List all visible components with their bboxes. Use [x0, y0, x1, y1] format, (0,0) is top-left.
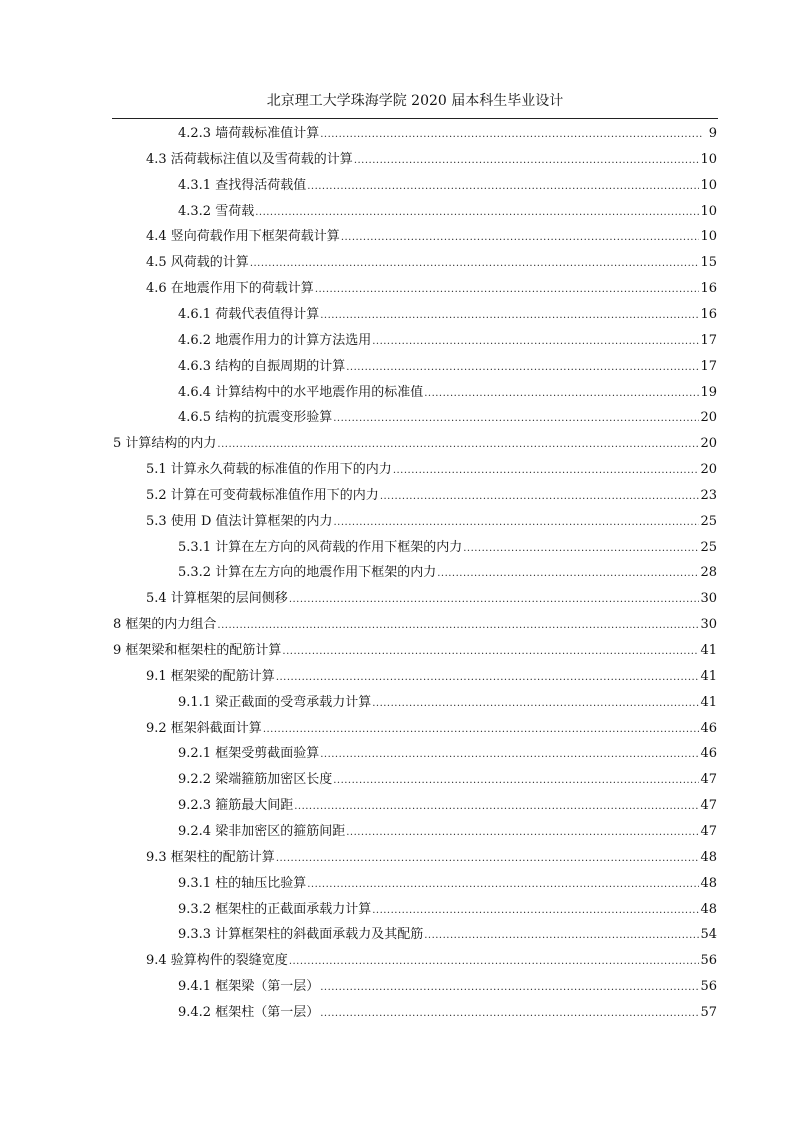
toc-entry-page-number: 20 [700, 436, 717, 452]
toc-leader-dots [320, 978, 699, 996]
toc-entry-page-number: 56 [700, 979, 717, 995]
toc-entry[interactable] [178, 819, 717, 845]
toc-entry[interactable] [146, 845, 717, 871]
toc-entry-page-number: 47 [700, 823, 717, 839]
toc-leader-dots [289, 590, 700, 608]
toc-entry-page-number: 10 [700, 203, 717, 219]
toc-leader-dots [341, 228, 700, 246]
toc-entry[interactable] [178, 302, 717, 328]
toc-leader-dots [372, 332, 699, 350]
toc-entry[interactable] [178, 380, 717, 406]
running-header: 北京理工大学珠海学院 2020 届本科生毕业设计 [266, 93, 564, 109]
toc-leader-dots [372, 901, 699, 919]
toc-entry[interactable] [146, 509, 717, 535]
toc-entry[interactable] [178, 173, 717, 199]
toc-entry-title: 9.2.2 梁端箍筋加密区长度 [178, 772, 333, 788]
toc-entry[interactable] [146, 224, 717, 250]
toc-leader-dots [333, 409, 699, 427]
toc-leader-dots [424, 926, 699, 944]
toc-entry-title: 9.4.2 框架柱（第一层） [178, 1004, 320, 1020]
toc-entry-page-number: 9 [708, 126, 717, 141]
toc-entry-page-number: 48 [700, 849, 717, 865]
toc-entry[interactable] [146, 586, 717, 612]
toc-entry-title: 9.3.1 柱的轴压比验算 [178, 875, 307, 891]
toc-entry[interactable] [178, 922, 717, 948]
toc-entry-title: 9.4.1 框架梁（第一层） [178, 979, 320, 995]
toc-entry[interactable] [178, 535, 717, 561]
toc-entry-title: 9.2.3 箍筋最大间距 [178, 798, 294, 814]
toc-leader-dots [307, 875, 699, 893]
toc-entry-page-number: 30 [700, 617, 717, 633]
toc-leader-dots [463, 539, 699, 557]
toc-leader-dots [294, 797, 699, 815]
toc-leader-dots [255, 203, 699, 221]
toc-entry-title: 9.4 验算构件的裂缝宽度 [146, 953, 288, 969]
toc-entry-page-number: 28 [700, 565, 717, 581]
toc-entry-page-number: 41 [700, 694, 717, 710]
toc-entry[interactable] [146, 483, 717, 509]
toc-leader-dots [289, 952, 700, 970]
toc-entry[interactable] [178, 741, 717, 767]
toc-entry[interactable] [178, 793, 717, 819]
toc-leader-dots [276, 668, 700, 686]
toc-entry[interactable] [113, 638, 717, 664]
toc-entry-page-number: 46 [700, 720, 717, 736]
toc-leader-dots [217, 616, 699, 634]
toc-entry[interactable] [178, 1000, 717, 1026]
toc-entry[interactable] [178, 871, 717, 897]
toc-leader-dots [276, 849, 700, 867]
toc-entry-title: 8 框架的内力组合 [113, 617, 217, 633]
toc-entry[interactable] [146, 716, 717, 742]
toc-entry-title: 5.3.1 计算在左方向的风荷载的作用下框架的内力 [178, 539, 463, 555]
toc-entry-title: 4.3.1 查找得活荷载值 [178, 177, 307, 193]
toc-entry-page-number: 56 [700, 953, 717, 969]
toc-entry-title: 9.3.2 框架柱的正截面承载力计算 [178, 901, 372, 917]
toc-entry-title: 5 计算结构的内力 [113, 436, 217, 452]
toc-entry-title: 9.3 框架柱的配筋计算 [146, 849, 275, 865]
toc-entry[interactable] [178, 974, 717, 1000]
toc-entry-page-number: 16 [700, 281, 717, 297]
toc-entry-title: 9.2 框架斜截面计算 [146, 720, 262, 736]
toc-entry[interactable] [113, 431, 717, 457]
toc-entry-title: 5.1 计算永久荷载的标准值的作用下的内力 [146, 462, 392, 478]
toc-entry[interactable] [178, 897, 717, 923]
toc-entry[interactable] [146, 250, 717, 276]
toc-entry[interactable] [178, 354, 717, 380]
toc-entry-page-number: 10 [700, 229, 717, 245]
toc-entry[interactable] [178, 560, 717, 586]
toc-leader-dots [333, 771, 699, 789]
toc-entry[interactable] [146, 457, 717, 483]
toc-entry-page-number: 46 [700, 746, 717, 762]
toc-entry-title: 4.6.2 地震作用力的计算方法选用 [178, 332, 372, 348]
toc-leader-dots [282, 642, 699, 660]
toc-leader-dots [307, 177, 699, 195]
toc-leader-dots [320, 1004, 699, 1022]
toc-entry-page-number: 47 [700, 772, 717, 788]
toc-entry-page-number: 10 [700, 151, 717, 167]
toc-entry-title: 5.3.2 计算在左方向的地震作用下框架的内力 [178, 565, 437, 581]
toc-entry[interactable] [178, 328, 717, 354]
toc-entry-title: 4.6.3 结构的自振周期的计算 [178, 358, 346, 374]
toc-entry-title: 9 框架梁和框架柱的配筋计算 [113, 643, 282, 658]
toc-entry-title: 9.1.1 梁正截面的受弯承载力计算 [178, 694, 372, 710]
toc-leader-dots [315, 280, 700, 298]
toc-entry-title: 5.2 计算在可变荷载标准值作用下的内力 [146, 487, 379, 503]
toc-entry-title: 9.3.3 计算框架柱的斜截面承载力及其配筋 [178, 927, 424, 943]
toc-leader-dots [250, 254, 700, 272]
toc-entry-page-number: 17 [700, 358, 717, 374]
toc-entry[interactable] [178, 199, 717, 225]
toc-leader-dots [334, 513, 700, 531]
toc-entry-page-number: 16 [700, 306, 717, 322]
toc-entry-page-number: 47 [700, 798, 717, 814]
toc-leader-dots [263, 720, 700, 738]
toc-entry[interactable] [146, 948, 717, 974]
toc-entry-page-number: 57 [700, 1004, 717, 1020]
toc-entry-title: 4.2.3 墙荷载标准值计算 [178, 126, 320, 141]
toc-entry-title: 4.6.4 计算结构中的水平地震作用的标准值 [178, 384, 424, 400]
toc-entry-page-number: 41 [700, 668, 717, 684]
toc-entry-title: 4.6.5 结构的抗震变形验算 [178, 410, 333, 426]
toc-entry-title: 5.3 使用 D 值法计算框架的内力 [146, 513, 333, 529]
toc-entry-page-number: 41 [700, 643, 717, 658]
toc-entry-page-number: 48 [700, 875, 717, 891]
toc-entry-page-number: 10 [700, 177, 717, 193]
toc-leader-dots [437, 564, 699, 582]
toc-entry-title: 4.3.2 雪荷载 [178, 203, 255, 219]
toc-leader-dots [320, 125, 702, 143]
toc-entry-title: 4.6.1 荷载代表值得计算 [178, 306, 320, 322]
header-rule [112, 118, 718, 119]
toc-entry-page-number: 20 [700, 410, 717, 426]
toc-entry[interactable] [178, 690, 717, 716]
toc-entry-page-number: 17 [700, 332, 717, 348]
toc-leader-dots [320, 306, 699, 324]
toc-leader-dots [393, 461, 700, 479]
toc-entry-page-number: 15 [700, 255, 717, 271]
toc-entry-title: 4.3 活荷载标注值以及雪荷载的计算 [146, 151, 353, 167]
toc-leader-dots [380, 487, 700, 505]
toc-entry-title: 9.1 框架梁的配筋计算 [146, 668, 275, 684]
toc-leader-dots [372, 694, 699, 712]
toc-entry[interactable] [178, 767, 717, 793]
toc-entry[interactable] [146, 276, 717, 302]
toc-entry[interactable] [146, 147, 717, 173]
toc-entry-title: 9.2.1 框架受剪截面验算 [178, 746, 320, 762]
toc-entry-title: 5.4 计算框架的层间侧移 [146, 591, 288, 607]
toc-leader-dots [354, 151, 700, 169]
toc-entry-title: 4.5 风荷载的计算 [146, 255, 249, 271]
toc-leader-dots [424, 384, 699, 402]
toc-entry-title: 4.6 在地震作用下的荷载计算 [146, 281, 314, 297]
toc-entry-page-number: 20 [700, 462, 717, 478]
toc-leader-dots [346, 358, 699, 376]
toc-entry-page-number: 19 [700, 384, 717, 400]
toc-entry-page-number: 25 [700, 513, 717, 529]
toc-leader-dots [320, 745, 699, 763]
toc-entry-title: 4.4 竖向荷载作用下框架荷载计算 [146, 229, 340, 245]
toc-entry-page-number: 48 [700, 901, 717, 917]
toc-entry[interactable] [178, 121, 717, 147]
toc-entry-page-number: 25 [700, 539, 717, 555]
toc-entry[interactable] [178, 405, 717, 431]
toc-entry-page-number: 54 [700, 927, 717, 943]
toc-leader-dots [346, 823, 699, 841]
toc-entry[interactable] [113, 612, 717, 638]
toc-entry-page-number: 23 [700, 487, 717, 503]
toc-entry[interactable] [146, 664, 717, 690]
toc-entry-title: 9.2.4 梁非加密区的箍筋间距 [178, 823, 346, 839]
toc-leader-dots [217, 435, 699, 453]
toc-entry-page-number: 30 [700, 591, 717, 607]
